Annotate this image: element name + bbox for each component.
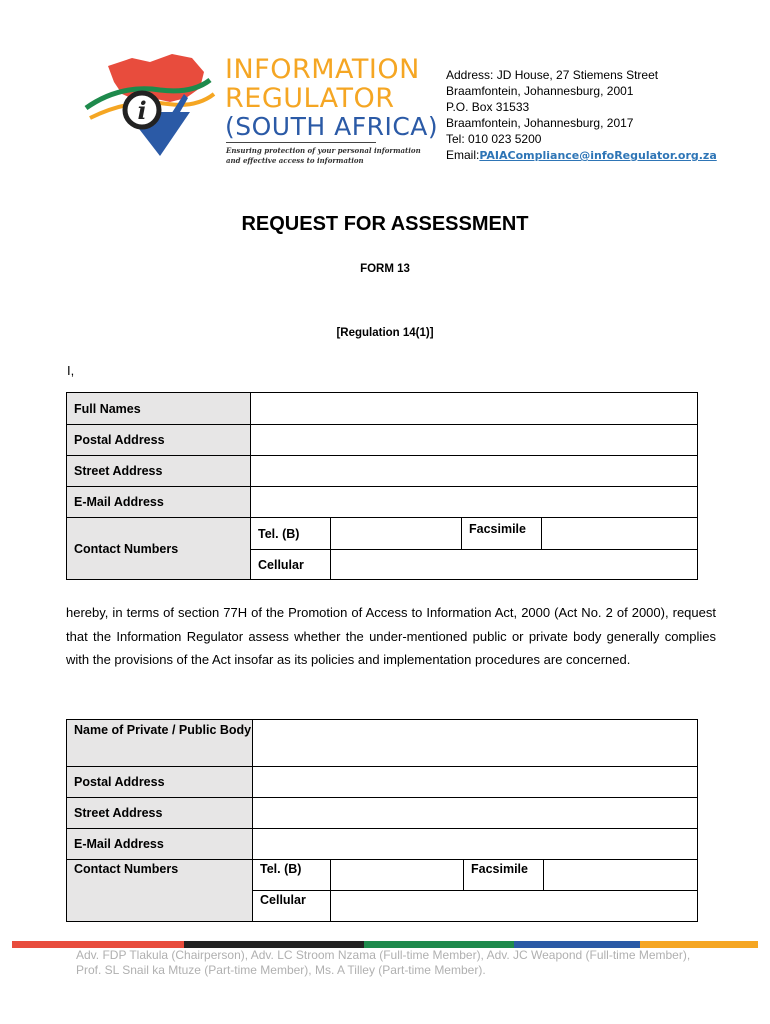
body-cellular-field[interactable] <box>331 891 698 922</box>
body-name-label: Name of Private / Public Body <box>67 720 253 767</box>
address-line: Tel: 010 023 5200 <box>446 132 542 146</box>
address-line: Braamfontein, Johannesburg, 2017 <box>446 116 634 130</box>
body-facsimile-field[interactable] <box>544 860 698 891</box>
logo-tagline-1: Ensuring protection of your personal information <box>226 146 421 155</box>
footer-color-bar <box>12 941 758 948</box>
body-email-address-field[interactable] <box>253 829 698 860</box>
email-prefix: Email: <box>446 148 480 162</box>
footer-bar-segment <box>184 941 364 948</box>
table-row <box>67 767 698 798</box>
email-address-label: E-Mail Address <box>67 487 251 518</box>
email-line <box>446 147 717 164</box>
body-street-address-field[interactable] <box>253 798 698 829</box>
email-link[interactable]: PAIACompliance@infoRegulator.org.za <box>479 149 717 162</box>
form-number: FORM 13 <box>360 263 410 275</box>
full-names-label: Full Names <box>67 393 251 425</box>
facsimile-field[interactable] <box>542 518 698 550</box>
full-names-field[interactable] <box>251 393 698 425</box>
email-address-field[interactable] <box>251 487 698 518</box>
regulation-reference: [Regulation 14(1)] <box>336 327 434 339</box>
table-row <box>67 860 698 891</box>
table-row <box>67 720 698 767</box>
requester-details-table <box>66 392 698 580</box>
body-contact-numbers-label: Contact Numbers <box>67 860 253 922</box>
cellular-field[interactable] <box>331 550 698 580</box>
body-email-address-label: E-Mail Address <box>67 829 253 860</box>
street-address-field[interactable] <box>251 456 698 487</box>
address-line: Address: JD House, 27 Stiemens Street <box>446 68 659 82</box>
request-statement: hereby, in terms of section 77H of the Promotion of Access to Information Act, 2000 (Act No. 2 of 2000), request that the Information Regulator assess whether the under-mentioned public or private body generally complies with the provisions of the Act insofar as its policies and implementation procedures are concerned. <box>66 605 716 667</box>
logo-text-line-2: REGULATOR <box>225 83 395 114</box>
cellular-label: Cellular <box>251 550 331 580</box>
body-name-field[interactable] <box>253 720 698 767</box>
information-regulator-logo <box>80 48 220 168</box>
page-title: REQUEST FOR ASSESSMENT <box>241 213 529 235</box>
contact-numbers-label: Contact Numbers <box>67 518 251 580</box>
address-line: Braamfontein, Johannesburg, 2001 <box>446 84 634 98</box>
logo-text-line-1: INFORMATION <box>225 54 420 85</box>
logo-divider <box>226 142 376 143</box>
logo-text-line-3: (SOUTH AFRICA) <box>225 112 439 141</box>
body-tel-field[interactable] <box>331 860 464 891</box>
table-row <box>67 518 698 550</box>
table-row <box>67 393 698 425</box>
street-address-label: Street Address <box>67 456 251 487</box>
footer-bar-segment <box>12 941 184 948</box>
table-row <box>67 829 698 860</box>
facsimile-label: Facsimile <box>462 518 542 550</box>
address-line: P.O. Box 31533 <box>446 100 530 114</box>
table-row <box>67 425 698 456</box>
table-row <box>67 456 698 487</box>
map-shape <box>108 54 204 102</box>
intro-text: I, <box>67 363 75 378</box>
footer-bar-segment <box>364 941 514 948</box>
tel-field[interactable] <box>331 518 462 550</box>
info-glyph: i <box>137 96 147 125</box>
address-block <box>446 67 717 164</box>
tel-label: Tel. (B) <box>251 518 331 550</box>
postal-address-field[interactable] <box>251 425 698 456</box>
footer-members: Adv. FDP Tlakula (Chairperson), Adv. LC Stroom Nzama (Full-time Member), Adv. JC Weapond (Full-time Member), Prof. SL Snail ka Mtuze (Part-time Member), Ms. A Tilley (Part-time Member). <box>76 948 691 977</box>
body-facsimile-label: Facsimile <box>464 860 544 891</box>
body-postal-address-label: Postal Address <box>67 767 253 798</box>
table-row <box>67 798 698 829</box>
body-tel-label: Tel. (B) <box>253 860 331 891</box>
body-postal-address-field[interactable] <box>253 767 698 798</box>
body-cellular-label: Cellular <box>253 891 331 922</box>
body-details-table <box>66 719 698 922</box>
table-row <box>67 487 698 518</box>
footer-bar-segment <box>514 941 640 948</box>
logo-tagline-2: and effective access to information <box>226 156 364 165</box>
footer-bar-segment <box>640 941 758 948</box>
postal-address-label: Postal Address <box>67 425 251 456</box>
body-street-address-label: Street Address <box>67 798 253 829</box>
